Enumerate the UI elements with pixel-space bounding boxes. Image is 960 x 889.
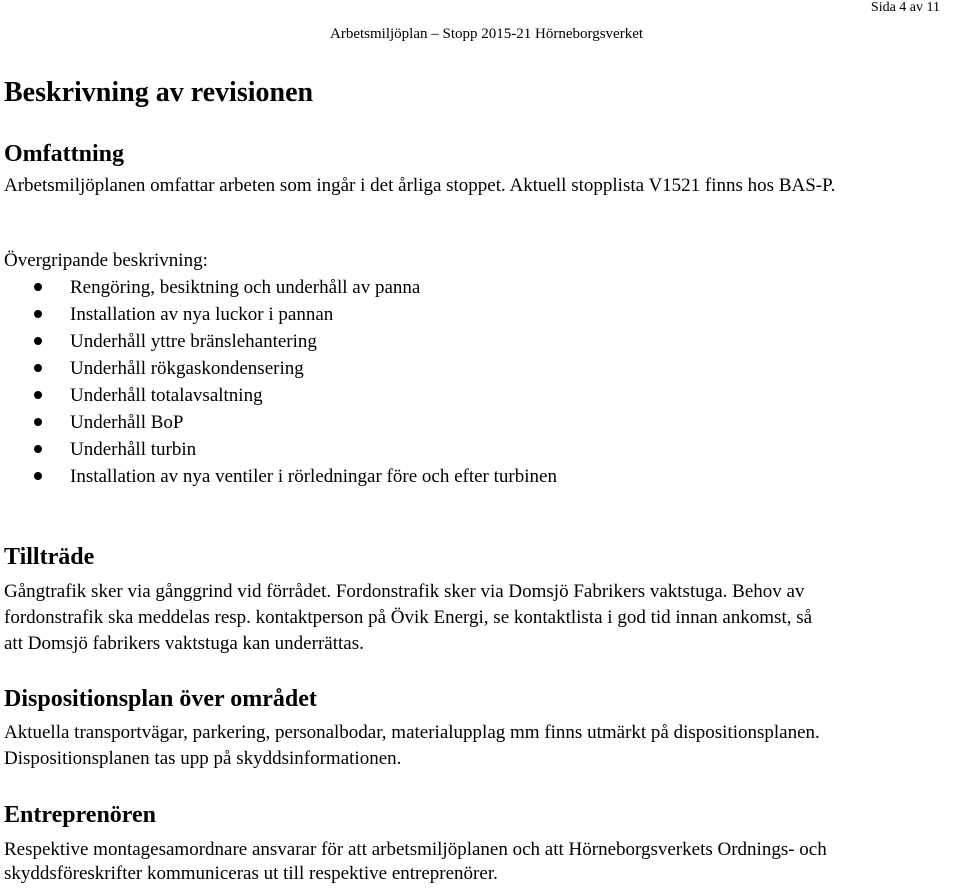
tilltrade-line-2: fordonstrafik ska meddelas resp. kontaktperson på Övik Energi, se kontaktlista i god tid innan ankomst, så bbox=[4, 607, 813, 628]
document-title: Beskrivning av revisionen bbox=[4, 77, 314, 108]
tilltrade-line-3: att Domsjö fabrikers vaktstuga kan underrättas. bbox=[4, 633, 364, 654]
tilltrade-line-1: Gångtrafik sker via gånggrind vid förrådet. Fordonstrafik sker via Domsjö Fabrikers vaktstuga. Behov av bbox=[4, 581, 805, 602]
entreprenoren-line-1: Respektive montagesamordnare ansvarar för att arbetsmiljöplanen och att Hörneborgsverkets Ordnings- och bbox=[4, 839, 827, 860]
omfattning-heading: Omfattning bbox=[4, 141, 124, 167]
entreprenoren-heading: Entreprenören bbox=[4, 802, 157, 828]
dispositionsplan-line-1: Aktuella transportvägar, parkering, personalbodar, materialupplag mm finns utmärkt på dispositionsplanen. bbox=[4, 722, 820, 743]
entreprenoren-line-2: skyddsföreskrifter kommuniceras ut till respektive entreprenörer. bbox=[4, 863, 498, 884]
overview-label: Övergripande beskrivning: bbox=[4, 250, 208, 271]
bullet-icon bbox=[34, 364, 42, 372]
page-number: Sida 4 av 11 bbox=[870, 0, 940, 15]
bullet-icon bbox=[34, 391, 42, 399]
bullet-icon bbox=[34, 445, 42, 453]
bullet-icon bbox=[34, 310, 42, 318]
omfattning-text: Arbetsmiljöplanen omfattar arbeten som ingår i det årliga stoppet. Aktuell stopplista V1521 finns hos BAS-P. bbox=[4, 175, 836, 196]
bullet-icon bbox=[34, 283, 42, 291]
dispositionsplan-heading: Dispositionsplan över området bbox=[4, 686, 317, 712]
bullet-icon bbox=[34, 472, 42, 480]
tilltrade-heading: Tillträde bbox=[4, 544, 95, 570]
running-header: Arbetsmiljöplan – Stopp 2015-21 Hörneborgsverket bbox=[330, 26, 644, 42]
dispositionsplan-line-2: Dispositionsplanen tas upp på skyddsinformationen. bbox=[4, 748, 402, 769]
bullet-icon bbox=[34, 418, 42, 426]
bullet-icon bbox=[34, 337, 42, 345]
